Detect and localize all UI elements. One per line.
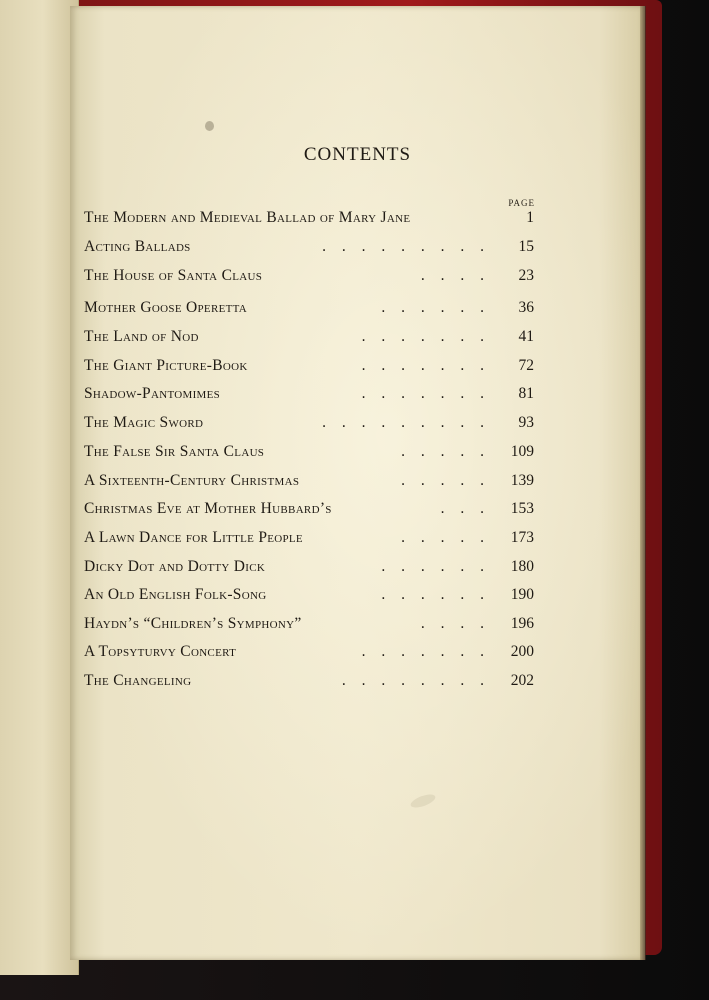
leader-dots: . . . . . . .: [361, 385, 490, 402]
entry-page-number: 15: [518, 238, 534, 255]
entry-title: The Magic Sword: [84, 414, 204, 431]
entry-page-number: 72: [518, 357, 534, 374]
leader-dots: . . . . . .: [381, 586, 490, 603]
leader-dots: . . . . . .: [381, 558, 490, 575]
leader-dots: . . . . . . .: [361, 643, 490, 660]
leader-dots: . . . .: [420, 267, 490, 284]
page-title: CONTENTS: [303, 144, 412, 165]
leader-dots: . . . . .: [401, 443, 490, 460]
entry-title: An Old English Folk-Song: [84, 586, 267, 603]
entry-page-number: 153: [510, 500, 534, 517]
entry-page-number: 1: [526, 209, 534, 226]
leader-dots: . . .: [440, 500, 490, 517]
toc-entry[interactable]: [84, 555, 534, 579]
leader-dots: . . . . . . . . .: [322, 414, 490, 431]
entry-page-number: 190: [510, 586, 534, 603]
entry-page-number: 93: [518, 414, 534, 431]
page-stain: [205, 121, 214, 131]
entry-title: The Modern and Medieval Ballad of Mary Jane: [84, 209, 411, 226]
entry-page-number: 139: [510, 472, 534, 489]
leader-dots: . . . . . . .: [361, 328, 490, 345]
page-edge-shadow: [640, 6, 646, 960]
toc-entry[interactable]: [84, 264, 534, 288]
entry-page-number: 23: [518, 267, 534, 284]
entry-page-number: 200: [510, 643, 534, 660]
toc-entry[interactable]: [84, 206, 534, 230]
left-page-edge: [0, 0, 79, 975]
entry-page-number: 196: [510, 615, 534, 632]
entry-title: Christmas Eve at Mother Hubbard’s: [84, 500, 332, 517]
toc-entry[interactable]: [84, 296, 534, 320]
leader-dots: . . . . . . . .: [341, 672, 490, 689]
entry-title: Haydn’s “Children’s Symphony”: [84, 615, 302, 632]
leader-dots: . . . . . . .: [361, 357, 490, 374]
leader-dots: . . . . .: [401, 472, 490, 489]
toc-entry[interactable]: [84, 235, 534, 259]
entry-page-number: 36: [518, 299, 534, 316]
toc-entry[interactable]: [84, 325, 534, 349]
entry-page-number: 202: [510, 672, 534, 689]
entry-title: The Land of Nod: [84, 328, 199, 345]
entry-page-number: 180: [510, 558, 534, 575]
entry-title: Shadow-Pantomimes: [84, 385, 221, 402]
entry-title: A Lawn Dance for Little People: [84, 529, 303, 546]
toc-entry[interactable]: [84, 497, 534, 521]
contents-page: [70, 6, 645, 960]
toc-entry[interactable]: [84, 640, 534, 664]
entry-title: Mother Goose Operetta: [84, 299, 248, 316]
toc-entry[interactable]: [84, 469, 534, 493]
entry-title: A Topsyturvy Concert: [84, 643, 237, 660]
toc-entry[interactable]: [84, 440, 534, 464]
entry-page-number: 173: [510, 529, 534, 546]
toc-entry[interactable]: [84, 526, 534, 550]
page-column-label: PAGE: [508, 198, 535, 208]
toc-entry[interactable]: [84, 382, 534, 406]
toc-entry[interactable]: [84, 354, 534, 378]
entry-page-number: 81: [518, 385, 534, 402]
entry-title: Dicky Dot and Dotty Dick: [84, 558, 266, 575]
entry-title: The House of Santa Claus: [84, 267, 263, 284]
toc-entry[interactable]: [84, 411, 534, 435]
entry-page-number: 41: [518, 328, 534, 345]
toc-entry[interactable]: [84, 583, 534, 607]
entry-title: The False Sir Santa Claus: [84, 443, 265, 460]
leader-dots: . . . . .: [401, 529, 490, 546]
entry-title: A Sixteenth-Century Christmas: [84, 472, 300, 489]
page-stain: [409, 792, 437, 810]
entry-title: The Changeling: [84, 672, 192, 689]
entry-page-number: 109: [510, 443, 534, 460]
leader-dots: . . . .: [420, 615, 490, 632]
toc-entry[interactable]: [84, 669, 534, 693]
leader-dots: . . . . . .: [381, 299, 490, 316]
toc-entry[interactable]: [84, 612, 534, 636]
leader-dots: . . . . . . . . .: [322, 238, 490, 255]
entry-title: Acting Ballads: [84, 238, 191, 255]
entry-title: The Giant Picture-Book: [84, 357, 248, 374]
